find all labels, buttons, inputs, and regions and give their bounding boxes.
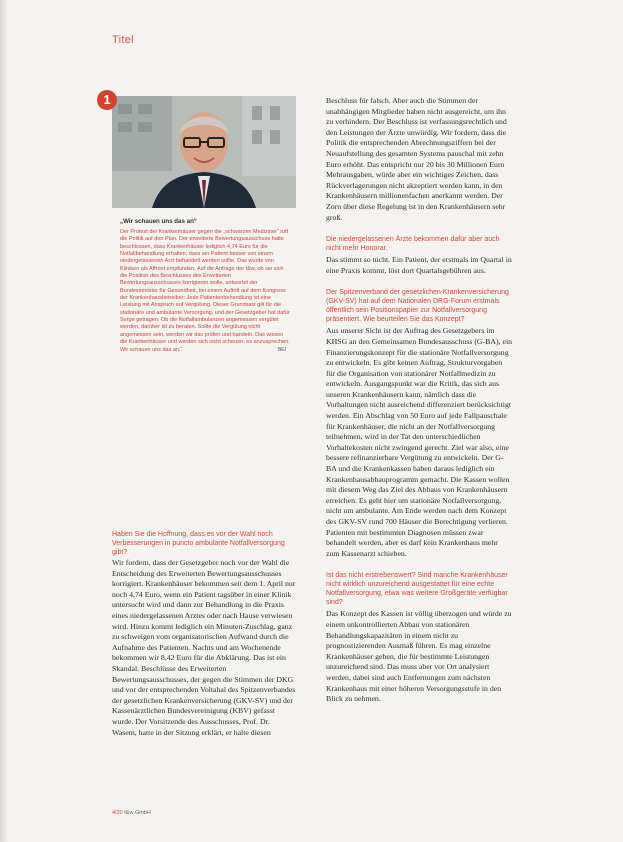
quote-title: „Wir schauen uns das an“ bbox=[120, 218, 197, 225]
page-footer bbox=[112, 810, 151, 816]
publication-name: f&w GmbH bbox=[124, 810, 151, 816]
interview-question-4: Ist das nicht erstrebenswert? Sind manche Krankenhäuser nicht wirklich unzureichend ausgestattet für eine echte Notfallversorgung, etwa was weitere Großgeräte verfügbar sind? bbox=[326, 572, 508, 607]
article-number-badge: 1 bbox=[97, 90, 117, 110]
interview-answer-2: Das stimmt so nicht. Ein Patient, der erstmals im Quartal in eine Praxis kommt, löst dort Quartalsgebühren aus. bbox=[326, 255, 512, 275]
page-number: 4/20 bbox=[112, 810, 123, 816]
interview-question-3: Der Spitzenverband der gesetzlichen Krankenversicherung (GKV-SV) hat auf dem Nationalen DRG-Forum erstmals öffentlich sein Positionspapier zur Notfallversorgung präsentiert. Wie beurteilen Sie das Konzept? bbox=[326, 289, 509, 324]
interview-answer-3: Aus unserer Sicht ist der Auftrag des Gesetzgebers im KHSG an den Gemeinsamen Bundesausschuss (G-BA), ein Finanzierungskonzept für die stationäre Notfallversorgung zu entwickeln. Es gibt keinen Auftrag, Strukturvorgaben für die Organisation von stationärer Notfallmedizin zu entwickeln. Ausgangspunkt war die Kritik, das sich aus unseren Krankenhäusern kann, nämlich dass die Vorhaltungen nicht ausreichend differenziert berücksichtigt werden. Ein Abschlag von 50 Euro auf jede Fallpauschale für Krankenhäuser, die nicht an der Notfallversorgung teilnehmen, wird in der Tat den unterschiedlichen Vorhaltekosten nicht zwingend gerecht. Ziel war also, eine bessere refinanzierbare Vergütung zu entwickeln. Der G-BA und die Krankenkassen haben daraus lediglich ein Krankenhausabbauprogramm gemacht. Die Kassen wollen mit diesem Weg das Ziel des Abbaus von Krankenhäusern erreichen. Es geht hier um stationäre Notfallversorgung, nicht um ambulante. Am Ende werden nach dem Konzept des GKV-SV rund 700 Häuser die Berechtigung verlieren. Patienten mit bestimmten Diagnosen müssen zwar behandelt werden, aber es darf kein Krankenhaus mehr zum Kassenarzt schieben. bbox=[326, 326, 513, 558]
portrait-photo bbox=[112, 96, 296, 208]
interview-answer-4: Das Konzept des Kassen ist völlig überzogen und würde zu einem unkontrollierten Abbau von stationären Behandlungskapazitäten in einem nicht zu prognostizierenden Ausmaß führen. Es mag einzelne Krankenhäuser geben, die für bestimmte Leistungen unzureichend sind. Das muss aber vor Ort analysiert werden, dabei sind auch Entfernungen zum nächsten Krankenhaus mit einer höheren Versorgungsstufe in den Blick zu nehmen. bbox=[326, 609, 512, 704]
right-column bbox=[326, 96, 512, 705]
interview-answer-1: Wir fordern, dass der Gesetzgeber noch vor der Wahl die Entscheidung des Erweiterten Bewertungsausschusses korrigiert. Krankenhäuser bekommen seit dem 1. April nur noch 4,74 Euro, wenn ein Patient tagsüber in einer Klinik untersucht wird und dann zur Behandlung in die Praxis eines niedergelassenen Arztes oder nach Hause verwiesen wird. Hinzu kommt lediglich ein Minuten-Zuschlag, ganz zu schweigen vom organisatorischen Aufwand durch die Aufnahme des Patienten. Nachts und am Wochenende bekommen wir 8,42 Euro für die Abklärung. Das ist ein Skandal. Beschlüsse des Erweiterten Bewertungsausschusses, der gegen die Stimmen der DKG und vor der entsprechenden Voltahal des Spitzenverbandes der gesetzlichen Krankenversicherung (GKV-SV) und der Kassenärztlichen Bundesvereinigung (KBV) gefasst wurde. Der Vorsitzende des Ausschusses, Prof. Dr. Wasem, hatte in der Sitzung erklärt, er halte diesen bbox=[112, 558, 296, 737]
quote-text: Der Protest der Krankenhäuser gegen die „schwarzen Mediziner“ ruft die Politik auf den Plan. Der erweiterte Bewertungsausschuss hatte beschlossen, dass Krankenhäuser lediglich 4,74 Euro für die Notfallbehandlung erhalten, dass ein Patient besser von einem niedergelassenen Arzt behandelt werden sollte. Das wurde von Kliniken als Affront empfunden. Auf die Anfrage der f&w, ob sie sich die Position des Beschlusses des Erweiterten Bewertungsausschusses korrigieren wolle, antwortet der Bundesminister für Gesundheit, bei einem Auftritt auf dem Kongress der Krankenhausbetreiber: Jede Patientenbehandlung ist eine Leistung mit Anspruch auf Vergütung. Dieser Grundsatz gilt für die stationäre und ambulante Versorgung, und der Gesetzgeber hat dafür Sorge getragen. Ob die Notfallambulanzen angemessen vergütet werden, darüber ist zu beraten. Sollte die Vergütung nicht angemessen sein, werden wir das prüfen und handeln. Das wissen die Krankenhäuser und werden sich nicht scheuen, es anzusprechen. Wir schauen uns das an.“ bbox=[120, 229, 290, 353]
quote-body bbox=[120, 229, 290, 354]
interview-answer-continued: Beschluss für falsch. Aber auch die Stimmen der unabhängigen Mitglieder haben nicht ausgereicht, um ihn zu verhindern. Der Beschluss ist verfassungsrechtlich und den Leistungen der Ärzte unwürdig. Wir fordern, dass die Politik die entsprechenden Abrechnungsziffern bei der Neuaufstellung des gesamten Systems pauschal mit zehn Euro erhöht. Das entspricht nur 20 bis 30 Millionen Euro Mehrausgaben, würde aber ein wichtiges Zeichen, dass Rückverlagerungen nicht akzeptiert werden kann, in den Krankenhäusern millionenfachen anerkannt werden. Der Zorn über diese Regelung ist in den Krankenhäusern sehr groß. bbox=[326, 96, 507, 222]
interview-question-2: Die niedergelassenen Ärzte bekommen dafür aber auch nicht mehr Honorar. bbox=[326, 236, 500, 253]
page-edge-shadow bbox=[0, 0, 8, 842]
quote-signature: BEI bbox=[277, 346, 286, 353]
interview-question-1: Haben Sie die Hoffnung, dass es vor der Wahl noch Verbesserungen in puncto ambulante Notfallversorgung gibt? bbox=[112, 531, 285, 556]
quote-sidebar bbox=[112, 218, 296, 354]
portrait-image bbox=[112, 96, 296, 208]
section-title: Titel bbox=[112, 34, 134, 46]
left-column bbox=[112, 96, 296, 737]
